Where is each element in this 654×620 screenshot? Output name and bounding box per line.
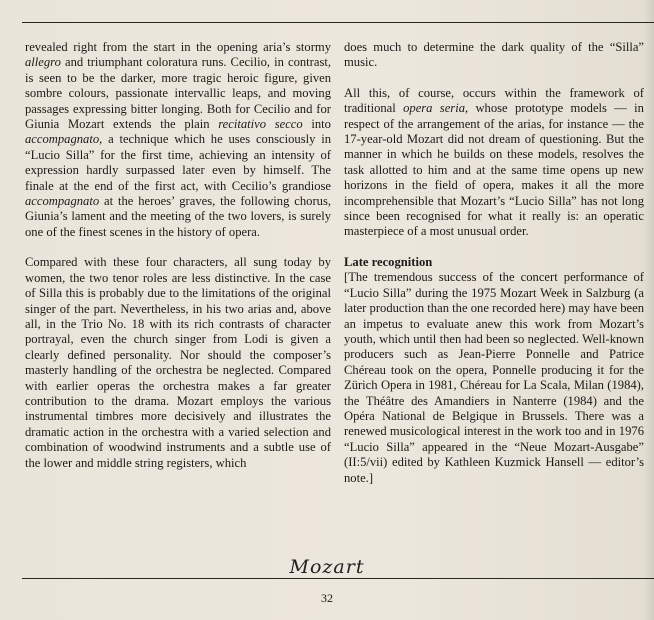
right-paragraph-1: does much to determine the dark quality of the “Silla” music. [344,40,644,70]
text-run: revealed right from the start in the opening aria’s stormy [25,40,331,54]
text-run: at the heroes’ graves, the following chorus, Giunia’s lament and the meeting of the two lovers, is surely one of the finest scenes in the history of opera. [25,194,331,239]
mozart-logo: Mozart [289,556,365,578]
text-run: into [302,117,331,132]
text-run: whose prototype models — in respect of the arrangement of the arias, for instance — the 17-year-old Mozart did not dream of questioning. But the manner in which he builds on these models, resolves the task allotted to him and at the same time opens up new horizons in the field of opera, makes it all the more incomprehensible that Mozart’s “Lucio Silla” has not long since been recognised for what it really is: an operatic masterpiece of a most unusual order. [344,101,644,239]
right-paragraph-2 [344,86,644,240]
bottom-rule [22,578,654,579]
text-run: and triumphant coloratura runs. Cecilio, in contrast, is seen to be the darker, more tragic heroic figure, given sombre colours, passionate intervallic leaps, and moving passages expressing bitter longing. Both for Cecilio and for Giunia Mozart extends the plain [25,55,331,132]
page-edge-shadow [644,0,654,620]
page-number: 32 [321,591,333,605]
left-paragraph-2: Compared with these four characters, all sung today by women, the two tenor roles are less distinctive. In the case of Silla this is probably due to the limitations of the original singer of the part. Nevertheless, in his two arias and, above all, in the Trio No. 18 with its rich contrasts of character portrayal, even the church singer from Lodi is given a clearly defined personality. Nor should the composer’s masterly handling of the orchestra be neglected. Compared with earlier operas the orchestra makes a far greater contribution to the drama. Mozart employs the various instrumental timbres more decisively and illustrates the dramatic action in the orchestra with a varied selection and combination of woodwind instruments and a subtle use of the lower and middle string registers, which [25,255,331,470]
italic-term: opera seria, [403,101,469,116]
right-column [344,40,644,486]
left-paragraph-1 [25,40,331,240]
right-paragraph-3: [The tremendous success of the concert performance of “Lucio Silla” during the 1975 Mozart Week in Salzburg (a later production than the one recorded here) may have been an impetus to evaluate anew this work from Mozart’s youth, which until then had been so neglected. Well-known producers such as Jean-Pierre Ponnelle and Patrice Chéreau took on the opera, Ponnelle producing it for the Zürich Opera in 1981, Chéreau for La Scala, Milan (1984), the Théâtre des Amandiers in Nanterre (1984) and the Opéra National de Belgique in Brussels. There was a renewed musicological interest in the work too and in 1976 “Lucio Silla” appeared in the “Neue Mozart-Ausgabe” (II:5/vii) edited by Kathleen Kuzmick Hansell — editor’s note.] [344,270,644,485]
top-rule [22,22,654,23]
italic-term: accompagnato [25,194,100,209]
text-run: All this, of course, occurs within the framework of traditional [344,85,644,116]
italic-term: recitativo secco [218,117,303,132]
section-heading: Late recognition [344,254,433,269]
text-run: a technique which he uses consciously in “Lucio Silla” for the first time, achieving an intensity of expression hardly surpassed later even by himself. The finale at the end of the first act, with Cecilio’s grandiose [25,132,331,193]
left-column [25,40,331,486]
italic-term: allegro [25,55,61,70]
italic-term: accompagnato, [25,132,103,147]
